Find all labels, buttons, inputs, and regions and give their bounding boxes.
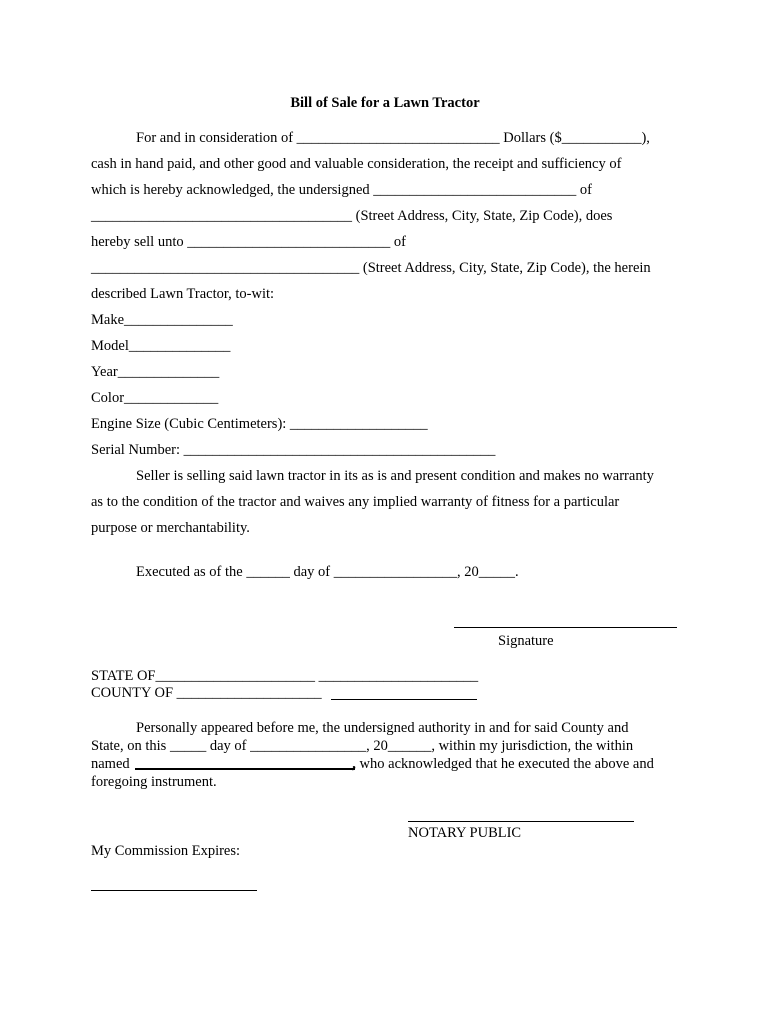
county-extra-line[interactable]: [331, 699, 477, 700]
body-line-5: hereby sell unto ____________________________ of: [91, 234, 406, 250]
state-line: STATE OF______________________ ______________________: [91, 668, 479, 684]
body-line-6: _____________________________________ (Street Address, City, State, Zip Code), the herein: [91, 260, 651, 276]
named-line[interactable]: [135, 768, 355, 770]
engine-size-field[interactable]: Engine Size (Cubic Centimeters): ___________________: [91, 416, 428, 432]
named-suffix: who acknowledged that he executed the above and: [355, 756, 654, 772]
body-line-3: which is hereby acknowledged, the undersigned ____________________________ of: [91, 182, 592, 198]
notary-line-1: Personally appeared before me, the undersigned authority in and for said County and: [136, 720, 629, 736]
signature-label: Signature: [498, 633, 554, 649]
notary-line-4: foregoing instrument.: [91, 774, 217, 790]
named-comma: ,: [352, 756, 356, 772]
county-line: COUNTY OF ____________________: [91, 685, 322, 701]
signature-line[interactable]: [454, 627, 677, 628]
warranty-line-1: Seller is selling said lawn tractor in its as is and present condition and makes no warranty: [136, 468, 654, 484]
color-field[interactable]: Color_____________: [91, 390, 219, 406]
warranty-line-3: purpose or merchantability.: [91, 520, 250, 536]
make-field[interactable]: Make_______________: [91, 312, 233, 328]
commission-line[interactable]: [91, 890, 257, 891]
executed-line: Executed as of the ______ day of _________________, 20_____.: [136, 564, 519, 580]
notary-line-2: State, on this _____ day of ________________, 20______, within my jurisdiction, the within: [91, 738, 634, 754]
document-title: Bill of Sale for a Lawn Tractor: [290, 95, 480, 111]
notary-public-label: NOTARY PUBLIC: [408, 825, 522, 841]
serial-number-field[interactable]: Serial Number: ___________________________________________: [91, 442, 496, 458]
notary-signature-line[interactable]: [408, 821, 634, 822]
named-label: named: [91, 756, 134, 772]
notary-line-3: [91, 755, 654, 773]
warranty-line-2: as to the condition of the tractor and waives any implied warranty of fitness for a particular: [91, 494, 620, 510]
commission-label: My Commission Expires:: [91, 843, 241, 859]
body-line-4: ____________________________________ (Street Address, City, State, Zip Code), does: [91, 208, 613, 224]
body-line-2: cash in hand paid, and other good and valuable consideration, the receipt and sufficiency of: [91, 156, 622, 172]
model-field[interactable]: Model______________: [91, 338, 231, 354]
body-line-7: described Lawn Tractor, to-wit:: [91, 286, 275, 302]
body-line-1: For and in consideration of ____________________________ Dollars ($___________),: [136, 130, 650, 146]
year-field[interactable]: Year______________: [91, 364, 220, 380]
